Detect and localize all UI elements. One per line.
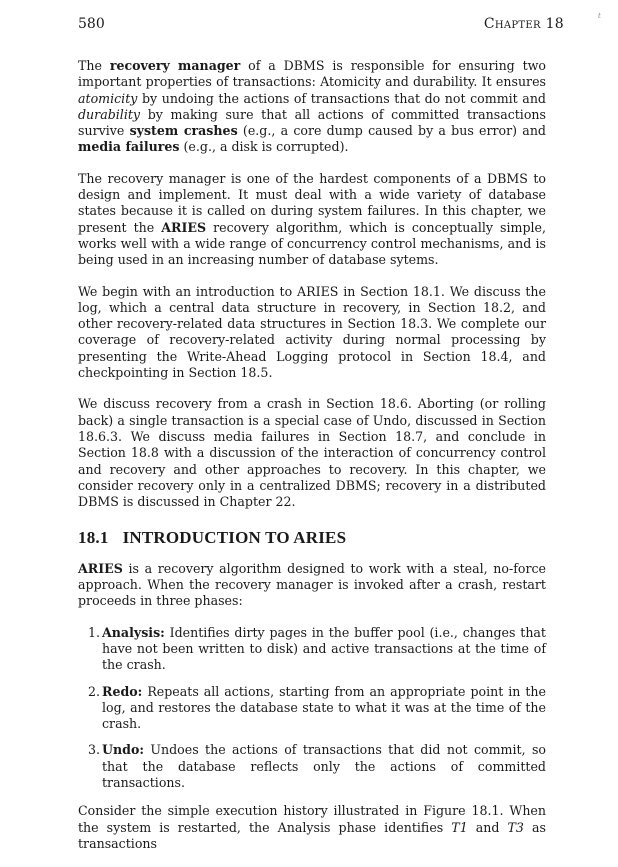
page-number: 580	[78, 16, 105, 32]
list-item	[87, 742, 546, 791]
section-title: INTRODUCTION TO ARIES	[122, 528, 347, 548]
paragraph-chapter-overview: We begin with an introduction to ARIES in Section 18.1. We discuss the log, which a central data structure in recovery, in Section 18.2, and other recovery-related data structures in Section 18.3. We complete our coverage of recovery-related activity during normal processing by presenting the Write-Ahead Logging protocol in Section 18.4, and checkpointing in Section 18.5.	[78, 283, 546, 381]
running-header	[78, 16, 564, 38]
page-body	[78, 58, 546, 867]
phase-name: Analysis:	[102, 624, 165, 640]
list-marker: 2.	[87, 683, 100, 699]
text-run: Consider the simple execution history illustrated in Figure 18.1. When the system is restarted, the Analysis phase identifies	[78, 803, 546, 835]
phase-description: Undoes the actions of transactions that did not commit, so that the database reflects only the actions of committed transactions.	[102, 742, 546, 790]
chapter-heading	[484, 16, 564, 32]
paragraph-crash-recovery-overview: We discuss recovery from a crash in Section 18.6. Aborting (or rolling back) a single transaction is a special case of Undo, discussed in Section 18.6.3. We discuss media failures in Section 18.7, and conclude in Section 18.8 with a discussion of the interaction of concurrency control and recovery and other approaches to recovery. In this chapter, we consider recovery only in a centralized DBMS; recovery in a distributed DBMS is discussed in Chapter 22.	[78, 396, 546, 510]
phase-list	[78, 625, 546, 792]
term-system-crashes: system crashes	[129, 123, 238, 139]
chapter-number: 18	[545, 16, 564, 32]
term-media-failures: media failures	[78, 139, 180, 155]
paragraph-recovery-manager	[78, 58, 546, 156]
term-aries: ARIES	[161, 219, 207, 235]
text-run: recovery algorithm, which is conceptually simple, works well with a wide range of concurrency control mechanisms, and is being used in an increasing number of database sytems.	[78, 219, 546, 268]
text-run: by making sure that all actions of committed transactions survive	[78, 106, 546, 139]
paragraph-execution-history	[78, 803, 546, 852]
transaction-t3: T3	[507, 819, 524, 835]
paragraph-aries-intro	[78, 171, 546, 269]
list-item	[87, 683, 546, 733]
text-run: of a DBMS is responsible for ensuring two important properties of transactions: Atomicity and durability. It ensures	[78, 58, 547, 90]
text-run: by undoing the actions of transactions that do not commit and	[137, 90, 546, 106]
term-atomicity: atomicity	[78, 90, 138, 106]
phase-description: Identifies dirty pages in the buffer pool (i.e., changes that have not been written to disk) and active transactions at the time of the crash.	[102, 624, 546, 673]
text-run: and	[467, 819, 508, 835]
transaction-t1: T1	[451, 819, 468, 835]
chapter-label: Chapter	[483, 16, 541, 32]
text-run: The recovery manager is one of the hardest components of a DBMS to design and implement. It must deal with a wide variety of database states because it is called on during system failures. In this chapter, we present the	[78, 170, 546, 235]
phase-description: Repeats all actions, starting from an appropriate point in the log, and restores the database state to what it was at the time of the crash.	[102, 683, 546, 732]
term-durability: durability	[78, 106, 141, 122]
stray-mark: t	[598, 12, 601, 20]
text-run: (e.g., a disk is corrupted).	[179, 139, 349, 155]
text-run: (e.g., a core dump caused by a bus error) and	[237, 123, 546, 139]
list-marker: 1.	[87, 624, 100, 640]
list-marker: 3.	[87, 742, 100, 758]
list-item	[87, 624, 546, 674]
section-number: 18.1	[78, 528, 109, 548]
term-recovery-manager: recovery manager	[109, 58, 241, 73]
text-run: as transactions	[78, 819, 546, 851]
section-heading	[78, 530, 546, 546]
phase-name: Undo:	[102, 742, 144, 758]
term-aries: ARIES	[78, 560, 123, 576]
paragraph-aries-definition	[78, 561, 546, 610]
text-run: is a recovery algorithm designed to work with a steal, no-force approach. When the recovery manager is invoked after a crash, restart proceeds in three phases:	[78, 560, 546, 609]
text-run: The	[78, 58, 110, 73]
phase-name: Redo:	[102, 683, 143, 699]
